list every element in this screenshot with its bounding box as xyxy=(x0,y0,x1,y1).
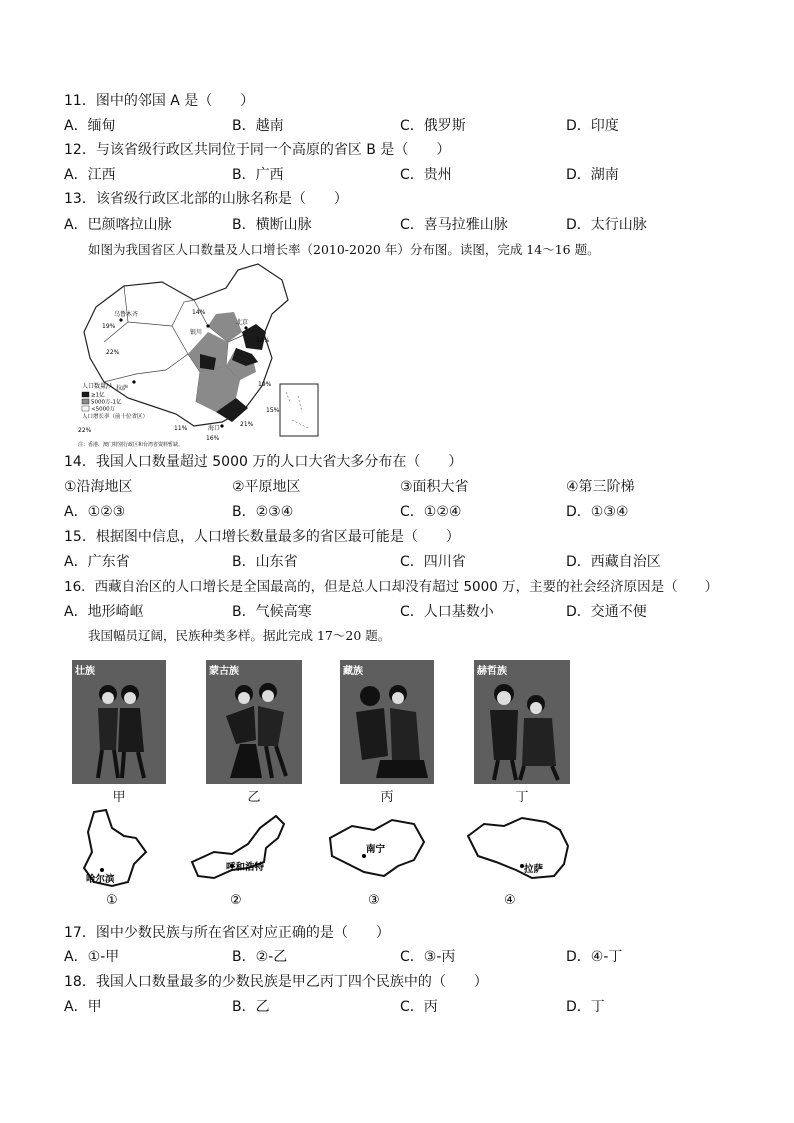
q11-option-c: C．俄罗斯 xyxy=(400,118,466,134)
tile-caption-ding: 丁 xyxy=(515,790,529,805)
q15-stem: 15．根据图中信息，人口增长数量最多的省区最可能是（ ） xyxy=(64,529,460,545)
q11-option-b: B．越南 xyxy=(232,118,284,134)
city-dot-yinchuan xyxy=(206,324,209,327)
q14-stem: 14．我国人口数量超过 5000 万的人口大省大多分布在（ ） xyxy=(64,454,463,470)
q15-option-b: B．山东省 xyxy=(232,554,298,570)
q16-option-b: B．气候高寒 xyxy=(232,604,312,620)
q16-stem: 16．西藏自治区的人口增长是全国最高的，但是总人口却没有超过 5000 万，主要的社会经济原因是（ ） xyxy=(64,579,719,595)
q14-choice-4: ④第三阶梯 xyxy=(566,479,635,495)
tile-caption-bing: 丙 xyxy=(380,790,394,805)
q13-option-b: B．横断山脉 xyxy=(232,217,312,233)
q13-stem: 13．该省级行政区北部的山脉名称是（ ） xyxy=(64,191,348,207)
q18-option-b: B．乙 xyxy=(232,999,270,1015)
legend-swatch-mid xyxy=(82,399,89,404)
q18-option-a: A．甲 xyxy=(64,999,102,1015)
heilongjiang-shape xyxy=(72,808,152,908)
q12-option-d: D．湖南 xyxy=(566,167,619,183)
q17-option-a: A．①-甲 xyxy=(64,949,120,965)
city-label-hohhot: 呼和浩特 xyxy=(226,862,265,873)
legend-swatch-low xyxy=(82,406,89,411)
legend-swatch-high xyxy=(82,392,89,397)
ethnic-name: 蒙古族 xyxy=(209,666,239,677)
growth-label: 15% xyxy=(266,407,280,414)
legend-label-low: <5000万 xyxy=(91,406,116,413)
city-label-haikou: 海口 xyxy=(208,425,221,432)
q12-stem: 12．与该省级行政区共同位于同一个高原的省区 B 是（ ） xyxy=(64,142,451,158)
legend-label-high: ≥1亿 xyxy=(91,392,105,399)
growth-label: 21% xyxy=(240,421,254,428)
growth-label: 14% xyxy=(192,309,206,316)
intro-17-20: 我国幅员辽阔，民族种类多样。据此完成 17～20 题。 xyxy=(88,628,391,643)
city-label-lhasa: 拉萨 xyxy=(116,385,129,392)
map-note: 注：香港、澳门特别行政区和台湾省资料暂缺。 xyxy=(78,442,184,448)
q14-choice-1: ①沿海地区 xyxy=(64,479,133,495)
q13-option-a: A．巴颜喀拉山脉 xyxy=(64,217,172,233)
ethnic-name: 壮族 xyxy=(75,666,95,677)
province-number: ① xyxy=(106,893,118,908)
dancers-illustration xyxy=(474,660,570,784)
q14-option-d: D．①③④ xyxy=(566,504,629,520)
growth-label: 22% xyxy=(106,349,120,356)
legend-growth: 人口增长率（前十位省区） xyxy=(82,414,149,420)
q14-option-c: C．①②④ xyxy=(400,504,462,520)
city-dot-lhasa xyxy=(132,380,135,383)
province-outline-inner-mongolia xyxy=(184,808,294,908)
q11-option-d: D．印度 xyxy=(566,118,619,134)
province-outline-tibet xyxy=(460,812,580,908)
china-map-svg xyxy=(76,262,326,450)
intro-14-16: 如图为我国省区人口数量及人口增长率（2010-2020 年）分布图。读图，完成 14～16 题。 xyxy=(88,242,600,257)
tibet-shape xyxy=(460,812,580,908)
legend-label-mid: 5000万-1亿 xyxy=(91,399,122,406)
q11-stem: 11．图中的邻国 A 是（ ） xyxy=(64,93,255,109)
q14-choice-3: ③面积大省 xyxy=(400,479,469,495)
growth-label: 11% xyxy=(174,425,188,432)
city-label-beijing: 北京 xyxy=(236,319,249,326)
city-label-harbin: 哈尔滨 xyxy=(86,874,115,885)
q12-option-b: B．广西 xyxy=(232,167,284,183)
ethnic-tile-hezhe xyxy=(474,660,570,784)
q16-option-c: C．人口基数小 xyxy=(400,604,494,620)
population-map xyxy=(76,262,326,450)
q17-option-b: B．②-乙 xyxy=(232,949,288,965)
province-outline-heilongjiang xyxy=(72,808,152,908)
ethnic-name: 藏族 xyxy=(343,666,363,677)
ethnic-tile-tibetan xyxy=(340,660,434,784)
guangxi-shape xyxy=(322,812,432,908)
ethnic-tile-zhuang xyxy=(72,660,166,784)
q16-option-a: A．地形崎岖 xyxy=(64,604,144,620)
legend-title: 人口数量/人 xyxy=(82,383,115,390)
q15-option-a: A．广东省 xyxy=(64,554,130,570)
province-number: ④ xyxy=(504,893,516,908)
dancers-illustration xyxy=(340,660,434,784)
q12-option-c: C．贵州 xyxy=(400,167,452,183)
q13-option-c: C．喜马拉雅山脉 xyxy=(400,217,508,233)
tile-caption-jia: 甲 xyxy=(112,790,126,805)
city-label-yinchuan: 银川 xyxy=(190,329,203,336)
q16-option-d: D．交通不便 xyxy=(566,604,647,620)
inner-mongolia-shape xyxy=(184,808,294,908)
q13-option-d: D．太行山脉 xyxy=(566,217,647,233)
tile-caption-yi: 乙 xyxy=(247,790,261,805)
city-label-nanning: 南宁 xyxy=(366,844,386,855)
q18-option-c: C．丙 xyxy=(400,999,438,1015)
growth-label: 12% xyxy=(256,337,270,344)
q12-option-a: A．江西 xyxy=(64,167,116,183)
q14-option-a: A．①②③ xyxy=(64,504,126,520)
q14-option-b: B．②③④ xyxy=(232,504,294,520)
south-sea-inset xyxy=(280,384,318,436)
q18-stem: 18．我国人口数量最多的少数民族是甲乙丙丁四个民族中的（ ） xyxy=(64,974,488,990)
q18-option-d: D．丁 xyxy=(566,999,605,1015)
dancers-illustration xyxy=(72,660,166,784)
growth-label: 22% xyxy=(78,427,92,434)
q17-option-d: D．④-丁 xyxy=(566,949,623,965)
q17-option-c: C．③-丙 xyxy=(400,949,456,965)
city-dot-urumqi xyxy=(119,318,122,321)
q11-option-a: A．缅甸 xyxy=(64,118,116,134)
growth-label: 19% xyxy=(102,323,116,330)
growth-label: 19% xyxy=(258,381,272,388)
growth-label: 16% xyxy=(206,435,220,442)
province-number: ③ xyxy=(368,893,380,908)
province-outline-guangxi xyxy=(322,812,432,908)
q15-option-d: D．西藏自治区 xyxy=(566,554,661,570)
city-dot-beijing xyxy=(244,326,247,329)
ethnic-name: 赫哲族 xyxy=(477,666,507,677)
dancers-illustration xyxy=(206,660,302,784)
city-label-urumqi: 乌鲁木齐 xyxy=(114,311,139,318)
q14-choice-2: ②平原地区 xyxy=(232,479,301,495)
q17-stem: 17．图中少数民族与所在省区对应正确的是（ ） xyxy=(64,925,390,941)
province-number: ② xyxy=(230,893,242,908)
q15-option-c: C．四川省 xyxy=(400,554,466,570)
city-label-lhasa: 拉萨 xyxy=(524,864,544,875)
city-dot-haikou xyxy=(220,424,223,427)
ethnic-tile-mongol xyxy=(206,660,302,784)
